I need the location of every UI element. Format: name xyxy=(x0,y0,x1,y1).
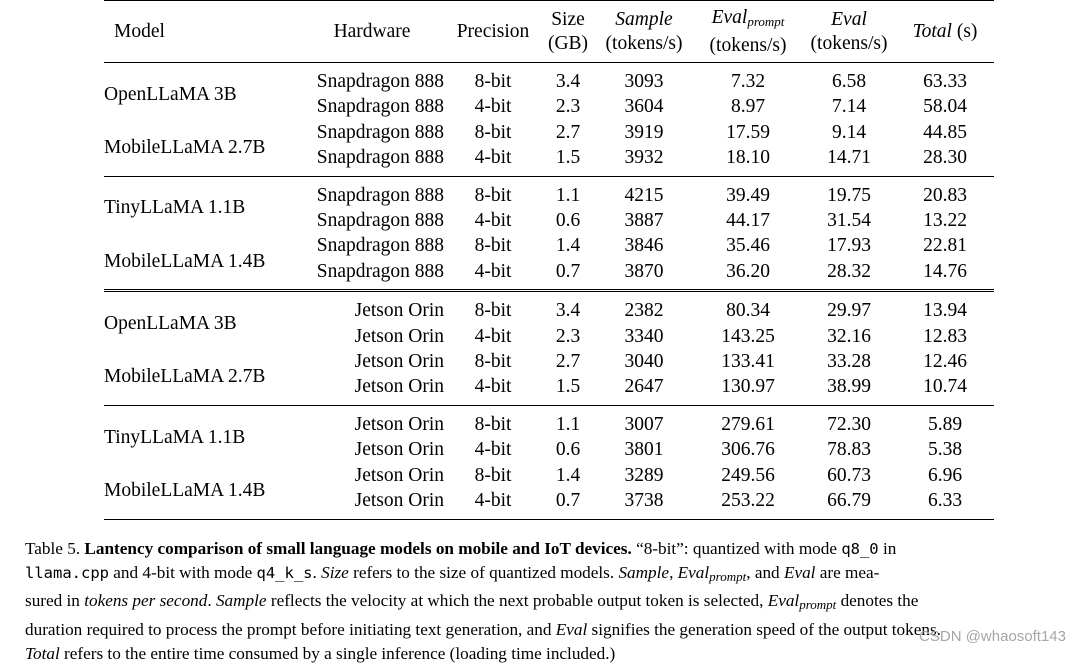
total-cell: 28.30 xyxy=(923,147,967,169)
model-name-cell: OpenLLaMA 3B xyxy=(104,312,237,334)
hardware-cell: Jetson Orin xyxy=(354,413,444,435)
total-cell: 13.22 xyxy=(923,210,967,232)
total-cell: 58.04 xyxy=(923,96,967,118)
eval-cell: 6.58 xyxy=(831,71,867,92)
hardware-cell: Jetson Orin xyxy=(354,300,444,322)
hardware-cell: Jetson Orin xyxy=(354,439,444,461)
size-cell: 3.4 xyxy=(555,300,581,322)
size-cell: 2.3 xyxy=(555,96,581,118)
sample-cell: 4215 xyxy=(624,184,664,206)
table-row xyxy=(104,463,994,488)
header-eval: Eval (tokens/s) xyxy=(810,8,888,54)
precision-cell: 4-bit xyxy=(474,490,512,512)
sample-cell: 3919 xyxy=(624,121,664,143)
hardware-cell: Snapdragon 888 xyxy=(316,210,444,232)
total-cell: 12.83 xyxy=(923,325,967,347)
hardware-cell: Jetson Orin xyxy=(354,351,444,373)
total-cell: 44.85 xyxy=(923,121,967,143)
sample-cell: 3846 xyxy=(624,235,664,257)
caption-line-3: sured in tokens per second. Sample reflects the velocity at which the next probable output token is selected, Eval$_{prompt}$ denotes the xyxy=(25,591,919,613)
eval-prompt-cell: 7.32 xyxy=(730,71,766,92)
eval-cell: 33.28 xyxy=(827,351,871,373)
eval-prompt-cell: 36.20 xyxy=(726,260,770,282)
sample-cell: 3870 xyxy=(624,260,664,282)
size-cell: 1.5 xyxy=(555,376,581,398)
caption-line-4: duration required to process the prompt before initiating text generation, and Eval signifies the generation speed of the output tokens. xyxy=(25,619,941,639)
precision-cell: 4-bit xyxy=(474,376,512,398)
model-name-cell: MobileLLaMA 2.7B xyxy=(104,137,266,159)
eval-prompt-cell: 279.61 xyxy=(721,413,775,435)
eval-cell: 7.14 xyxy=(831,96,867,118)
eval-cell: 31.54 xyxy=(827,210,871,232)
size-cell: 1.1 xyxy=(555,184,581,206)
eval-cell: 38.99 xyxy=(827,376,871,398)
total-cell: 20.83 xyxy=(923,184,967,206)
eval-cell: 28.32 xyxy=(827,260,871,282)
eval-prompt-cell: 253.22 xyxy=(721,490,775,512)
eval-prompt-cell: 143.25 xyxy=(721,325,775,347)
header-eval-prompt: Eval$_{prompt}$ (tokens/s) xyxy=(709,6,787,56)
eval-cell: 29.97 xyxy=(827,300,871,322)
caption-line-1: Table 5. Lantency comparison of small language models on mobile and IoT devices. “8-bit”: quantized with mode q8_0 in xyxy=(25,539,897,558)
table-header-row xyxy=(104,1,994,63)
total-cell: 6.96 xyxy=(927,464,963,486)
total-cell: 22.81 xyxy=(923,235,967,257)
hardware-cell: Snapdragon 888 xyxy=(316,184,444,206)
total-cell: 63.33 xyxy=(923,71,967,92)
eval-prompt-cell: 306.76 xyxy=(721,439,775,461)
header-precision: Precision xyxy=(456,20,530,42)
size-cell: 2.7 xyxy=(555,121,581,143)
sample-cell: 3340 xyxy=(624,325,664,347)
eval-prompt-cell: 130.97 xyxy=(721,376,775,398)
eval-cell: 66.79 xyxy=(827,490,871,512)
eval-cell: 78.83 xyxy=(827,439,871,461)
precision-cell: 8-bit xyxy=(474,71,512,92)
eval-prompt-cell: 18.10 xyxy=(726,147,770,169)
model-name-cell: MobileLLaMA 2.7B xyxy=(104,366,266,388)
hardware-cell: Jetson Orin xyxy=(354,464,444,486)
latency-table xyxy=(104,0,994,520)
sample-cell: 3093 xyxy=(624,71,664,92)
precision-cell: 8-bit xyxy=(474,351,512,373)
size-cell: 1.4 xyxy=(555,235,581,257)
model-name-cell: TinyLLaMA 1.1B xyxy=(104,197,246,219)
model-name-cell: OpenLLaMA 3B xyxy=(104,83,237,105)
hardware-cell: Snapdragon 888 xyxy=(316,235,444,257)
precision-cell: 8-bit xyxy=(474,235,512,257)
eval-cell: 14.71 xyxy=(827,147,871,169)
sample-cell: 3289 xyxy=(624,464,664,486)
eval-prompt-cell: 249.56 xyxy=(721,464,775,486)
total-cell: 5.89 xyxy=(927,413,963,435)
header-total: Total (s) xyxy=(912,20,978,42)
total-cell: 5.38 xyxy=(927,439,963,461)
eval-prompt-cell: 8.97 xyxy=(730,96,766,118)
model-name-cell: MobileLLaMA 1.4B xyxy=(104,479,266,501)
size-cell: 1.5 xyxy=(555,147,581,169)
hardware-cell: Snapdragon 888 xyxy=(316,71,444,92)
table-row xyxy=(104,120,994,145)
model-name-cell: MobileLLaMA 1.4B xyxy=(104,250,266,272)
total-cell: 13.94 xyxy=(923,300,967,322)
header-size: Size (GB) xyxy=(547,8,589,54)
sample-cell: 3887 xyxy=(624,210,664,232)
hardware-cell: Snapdragon 888 xyxy=(316,96,444,118)
precision-cell: 4-bit xyxy=(474,325,512,347)
size-cell: 0.7 xyxy=(555,490,581,512)
eval-cell: 17.93 xyxy=(827,235,871,257)
size-cell: 3.4 xyxy=(555,71,581,92)
sample-cell: 3604 xyxy=(624,96,664,118)
table-row xyxy=(104,291,994,324)
watermark: CSDN @whaosoft143 xyxy=(919,628,1066,645)
eval-prompt-cell: 80.34 xyxy=(726,300,770,322)
total-cell: 6.33 xyxy=(927,490,963,512)
precision-cell: 8-bit xyxy=(474,184,512,206)
total-cell: 14.76 xyxy=(923,260,967,282)
sample-cell: 2647 xyxy=(624,376,664,398)
sample-cell: 3932 xyxy=(624,147,664,169)
precision-cell: 4-bit xyxy=(474,439,512,461)
header-model: Model xyxy=(114,20,165,42)
eval-cell: 19.75 xyxy=(827,184,871,206)
sample-cell: 3738 xyxy=(624,490,664,512)
sample-cell: 3040 xyxy=(624,351,664,373)
table-row xyxy=(104,63,994,95)
eval-prompt-cell: 39.49 xyxy=(726,184,770,206)
sample-cell: 3801 xyxy=(624,439,664,461)
hardware-cell: Snapdragon 888 xyxy=(316,121,444,143)
size-cell: 0.7 xyxy=(555,260,581,282)
table-row xyxy=(104,233,994,258)
model-name-cell: TinyLLaMA 1.1B xyxy=(104,426,246,448)
eval-prompt-cell: 35.46 xyxy=(726,235,770,257)
precision-cell: 4-bit xyxy=(474,96,512,118)
eval-cell: 60.73 xyxy=(827,464,871,486)
hardware-cell: Jetson Orin xyxy=(354,376,444,398)
size-cell: 1.1 xyxy=(555,413,581,435)
size-cell: 0.6 xyxy=(555,210,581,232)
sample-cell: 3007 xyxy=(624,413,664,435)
caption-line-2: llama.cpp and 4-bit with mode q4_k_s. Size refers to the size of quantized models. Sample, Eval$_{prompt}$, and Eval are mea- xyxy=(25,563,880,585)
header-sample: Sample (tokens/s) xyxy=(605,8,683,54)
header-hardware: Hardware xyxy=(333,20,411,42)
hardware-cell: Jetson Orin xyxy=(354,490,444,512)
eval-prompt-cell: 44.17 xyxy=(726,210,770,232)
eval-cell: 72.30 xyxy=(827,413,871,435)
hardware-cell: Snapdragon 888 xyxy=(316,147,444,169)
total-cell: 12.46 xyxy=(923,351,967,373)
table-caption xyxy=(25,537,1055,666)
size-cell: 2.7 xyxy=(555,351,581,373)
precision-cell: 4-bit xyxy=(474,147,512,169)
eval-prompt-cell: 133.41 xyxy=(721,351,775,373)
hardware-cell: Snapdragon 888 xyxy=(316,260,444,282)
precision-cell: 8-bit xyxy=(474,464,512,486)
precision-cell: 4-bit xyxy=(474,260,512,282)
table-row xyxy=(104,176,994,208)
precision-cell: 8-bit xyxy=(474,121,512,143)
precision-cell: 8-bit xyxy=(474,413,512,435)
hardware-cell: Jetson Orin xyxy=(354,325,444,347)
sample-cell: 2382 xyxy=(624,300,664,322)
table-body xyxy=(104,63,994,520)
total-cell: 10.74 xyxy=(923,376,967,398)
eval-cell: 9.14 xyxy=(831,121,867,143)
caption-line-5: Total refers to the entire time consumed by a single inference (loading time included.) xyxy=(25,643,616,663)
size-cell: 1.4 xyxy=(555,464,581,486)
eval-cell: 32.16 xyxy=(827,325,871,347)
table-row xyxy=(104,349,994,374)
precision-cell: 4-bit xyxy=(474,210,512,232)
size-cell: 2.3 xyxy=(555,325,581,347)
precision-cell: 8-bit xyxy=(474,300,512,322)
eval-prompt-cell: 17.59 xyxy=(726,121,770,143)
table-row xyxy=(104,405,994,437)
size-cell: 0.6 xyxy=(555,439,581,461)
